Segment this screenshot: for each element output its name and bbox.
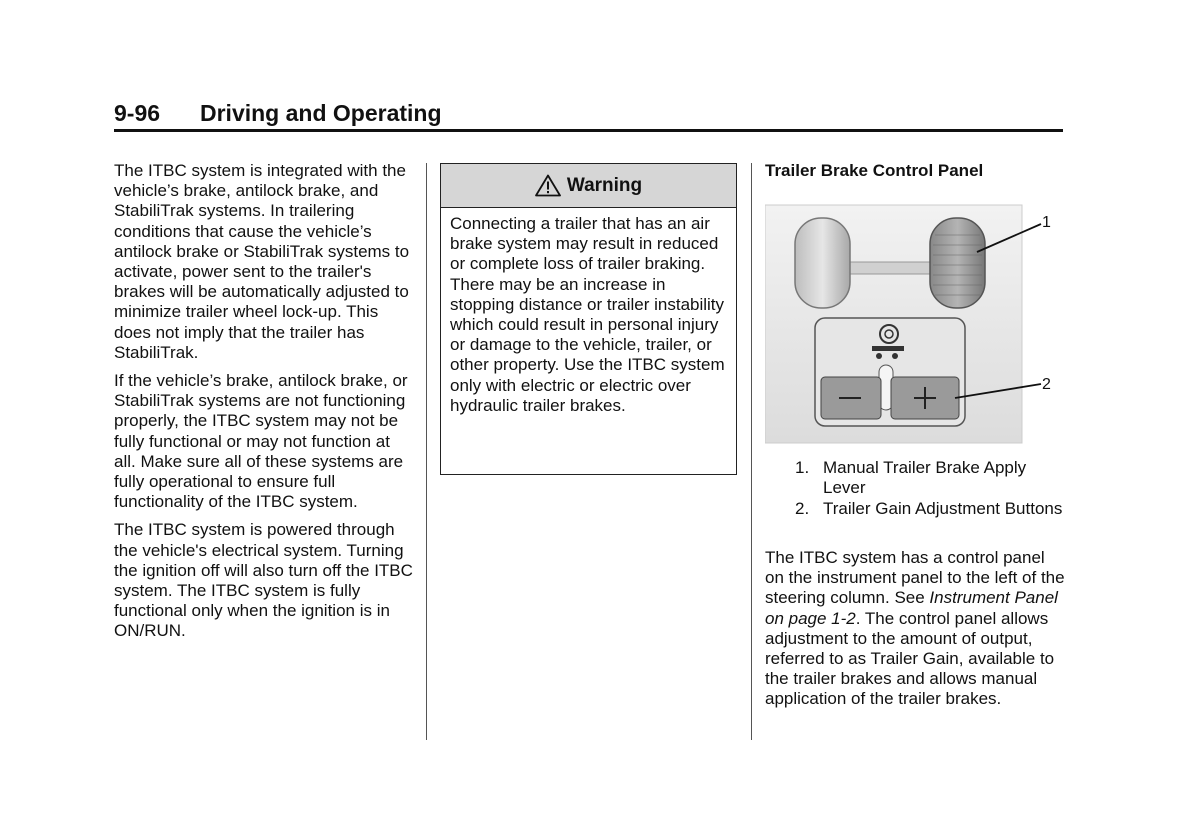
legend-item (795, 499, 1065, 519)
panel-illustration (765, 200, 1065, 445)
warning-title: Warning (566, 174, 643, 196)
column-divider-1 (426, 163, 427, 740)
trailer-brake-panel-figure (765, 200, 1065, 445)
column-1 (114, 161, 414, 650)
paragraph (765, 548, 1065, 710)
header-rule (114, 129, 1063, 132)
column-3-body (765, 548, 1065, 718)
warning-text: Connecting a trailer that has an air brake system may result in reduced or complete loss of trailer braking. There may be an increase in stopping distance or trailer instability which could result in personal injury or damage to the vehicle, trailer, or other property. Use the ITBC system only with electric or electric over hydraulic trailer brakes. (450, 214, 725, 415)
figure-legend (795, 458, 1065, 521)
warning-header (441, 164, 736, 208)
paragraph: The ITBC system is integrated with the vehicle’s brake, antilock brake, and StabiliTrak systems. In trailering conditions that cause the vehicle’s antilock brake or StabiliTrak systems to activate, power sent to the trailer's brakes will be automatically adjusted to minimize trailer wheel lock-up. This does not imply that the trailer has StabiliTrak. (114, 161, 410, 362)
body-text: . The control panel allows adjustment to the amount of output, referred to as Trailer Gain, available to the trailer brakes and allows manual application of the trailer brakes. (765, 608, 1055, 709)
page-number: 9-96 (114, 100, 161, 126)
legend-item (795, 458, 1065, 498)
legend-text: Manual Trailer Brake Apply Lever (823, 458, 1027, 498)
warning-triangle-icon (535, 174, 561, 197)
legend-text: Trailer Gain Adjustment Buttons (823, 499, 1063, 519)
paragraph: If the vehicle’s brake, antilock brake, or StabiliTrak systems are not functioning properly, the ITBC system may not be fully functional or may not function at all. Make sure all of these systems are fully operational to ensure full functionality of the ITBC system. (114, 371, 408, 512)
legend-number: 2. (795, 499, 810, 519)
warning-box (440, 163, 737, 475)
column-divider-2 (751, 163, 752, 740)
callout-2: 2 (1042, 376, 1051, 393)
column-3 (765, 161, 1065, 181)
legend-number: 1. (795, 458, 810, 477)
section-title: Driving and Operating (200, 100, 442, 126)
callout-1: 1 (1042, 214, 1051, 231)
body-text: The ITBC system has a control panel on the instrument panel to the left of the steering column. See (765, 548, 1065, 608)
page-header (114, 100, 1062, 130)
cross-reference-link[interactable]: Instrument Panel on page 1-2 (765, 588, 1058, 628)
subheading: Trailer Brake Control Panel (765, 161, 984, 180)
paragraph: The ITBC system is powered through the vehicle's electrical system. Turning the ignition off will also turn off the ITBC system. The ITBC system is fully functional only when the ignition is in ON/RUN. (114, 520, 413, 641)
